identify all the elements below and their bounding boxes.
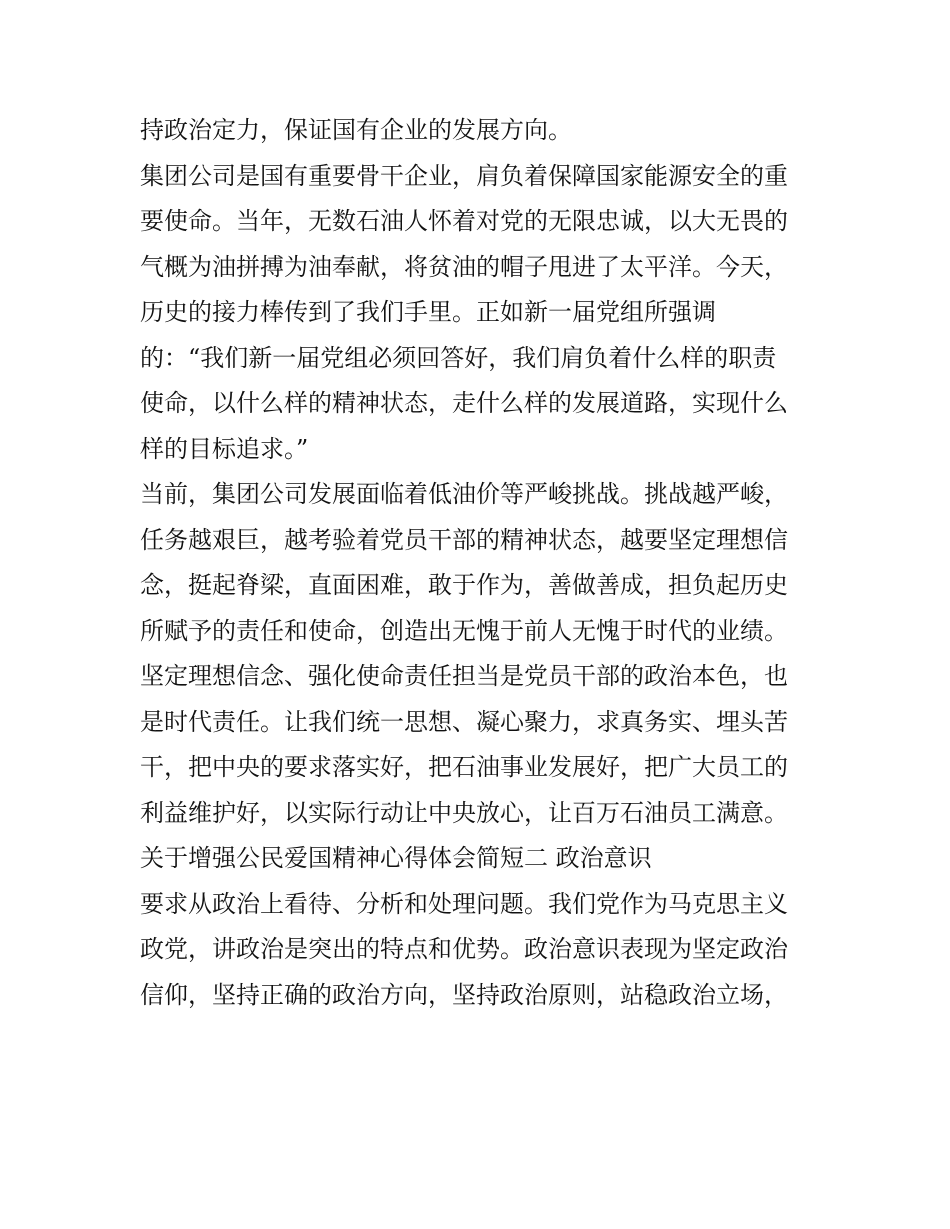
text-line: 样的目标追求。”: [140, 434, 309, 463]
text-line: 要求从政治上看待、分析和处理问题。我们党作为马克思主义: [140, 889, 788, 918]
text-line: 干，把中央的要求落实好，把石油事业发展好，把广大员工的: [140, 753, 788, 781]
text-line: 所赋予的责任和使命，创造出无愧于前人无愧于时代的业绩。: [140, 616, 788, 645]
text-line: 历史的接力棒传到了我们手里。正如新一届党组所强调: [140, 298, 716, 326]
text-line: 念，挺起脊梁，直面困难，敢于作为，善做善成，担负起历史: [140, 571, 788, 599]
text-line: 要使命。当年，无数石油人怀着对党的无限忠诚，以大无畏的: [140, 207, 788, 235]
text-line: 信仰，坚持正确的政治方向，坚持政治原则，站稳政治立场，: [140, 980, 788, 1009]
text-line: 坚定理想信念、强化使命责任担当是党员干部的政治本色，也: [140, 662, 788, 690]
text-line: 使命，以什么样的精神状态，走什么样的发展道路，实现什么: [140, 389, 788, 417]
text-line: 政党，讲政治是突出的特点和优势。政治意识表现为坚定政治: [140, 935, 788, 963]
text-line: 气概为油拼搏为油奉献，将贫油的帽子甩进了太平洋。今天，: [140, 252, 788, 281]
text-line: 持政治定力，保证国有企业的发展方向。: [140, 116, 572, 144]
text-line: 的：“我们新一届党组必须回答好，我们肩负着什么样的职责: [140, 343, 777, 372]
text-line: 集团公司是国有重要骨干企业，肩负着保障国家能源安全的重: [140, 161, 788, 190]
text-line: 利益维护好，以实际行动让中央放心，让百万石油员工满意。: [140, 798, 788, 827]
section-heading: 关于增强公民爱国精神心得体会简短二 政治意识: [140, 844, 652, 872]
text-line: 任务越艰巨，越考验着党员干部的精神状态，越要坚定理想信: [140, 525, 788, 554]
text-line: 是时代责任。让我们统一思想、凝心聚力，求真务实、埋头苦: [140, 707, 788, 736]
document-body: [140, 108, 830, 1018]
text-line: 当前，集团公司发展面临着低油价等严峻挑战。挑战越严峻，: [140, 480, 788, 508]
